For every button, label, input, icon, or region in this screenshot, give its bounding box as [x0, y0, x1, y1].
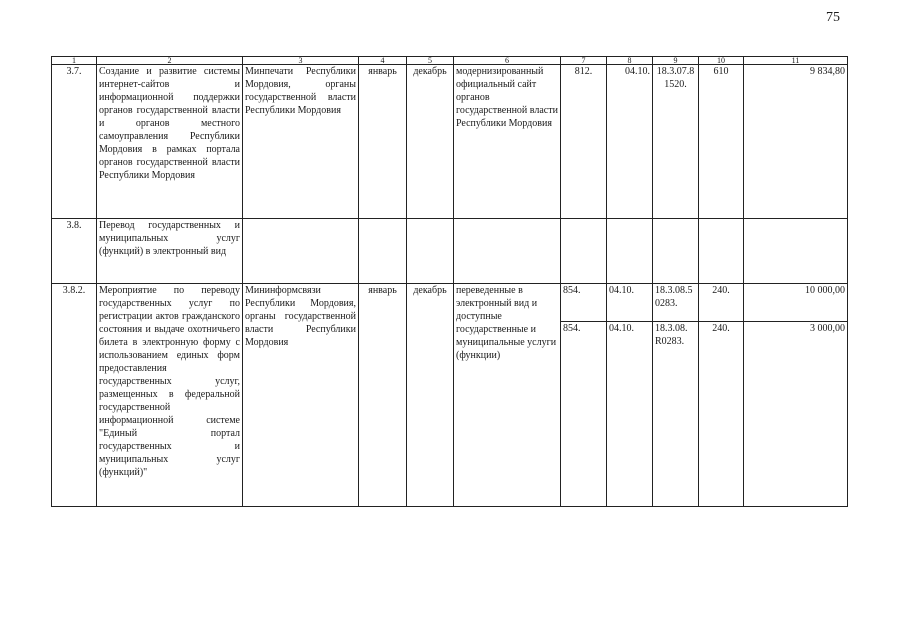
- col-number-4: 4: [359, 57, 407, 65]
- item-number: 3.7.: [52, 65, 97, 219]
- empty-cell: [359, 219, 407, 284]
- col-number-2: 2: [97, 57, 243, 65]
- item-code-7: 854.: [561, 322, 607, 507]
- column-number-row: [52, 57, 848, 65]
- item-end: декабрь: [407, 284, 454, 507]
- item-code-9: 18.3.08. R0283.: [653, 322, 699, 507]
- table-row: [52, 65, 848, 219]
- empty-cell: [699, 219, 744, 284]
- empty-cell: [607, 219, 653, 284]
- page-number: 75: [826, 10, 840, 25]
- col-number-8: 8: [607, 57, 653, 65]
- item-code-7: 812.: [561, 65, 607, 219]
- item-amount: 10 000,00: [744, 284, 848, 322]
- col-number-6: 6: [454, 57, 561, 65]
- item-code-10: 240.: [699, 284, 744, 322]
- col-number-11: 11: [744, 57, 848, 65]
- empty-cell: [744, 219, 848, 284]
- item-start: январь: [359, 65, 407, 219]
- table-row: [52, 284, 848, 322]
- item-code-8: 04.10.: [607, 322, 653, 507]
- item-code-9: 18.3.08.5 0283.: [653, 284, 699, 322]
- item-name: Создание и развитие системы интернет-сайтов и информационной поддержки органов государственной власти и органов местного самоуправления Республики Мордовия в рамках портала органов государственной власти Республики Мордовия: [97, 65, 243, 219]
- item-result: модернизированный официальный сайт органов государственной власти Республики Мордовия: [454, 65, 561, 219]
- item-name: Мероприятие по переводу государственных услуг по регистрации актов гражданского состояния и выдаче охотничьего билета в электронную форму с использованием единых форм предоставления государственных услуг, размещенных в федеральной государственной информационной системе "Единый портал государственных и муниципальных услуг (функций)": [97, 284, 243, 507]
- item-code-9: 18.3.07.8 1520.: [653, 65, 699, 219]
- item-code-10: 610: [699, 65, 744, 219]
- empty-cell: [407, 219, 454, 284]
- item-start: январь: [359, 284, 407, 507]
- item-executor: Минпечати Республики Мордовия, органы государственной власти Республики Мордовия: [243, 65, 359, 219]
- item-code-10: 240.: [699, 322, 744, 507]
- budget-table: [51, 56, 848, 507]
- col-number-3: 3: [243, 57, 359, 65]
- empty-cell: [454, 219, 561, 284]
- empty-cell: [243, 219, 359, 284]
- item-amount: 9 834,80: [744, 65, 848, 219]
- item-end: декабрь: [407, 65, 454, 219]
- item-code-7: 854.: [561, 284, 607, 322]
- item-code-8: 04.10.: [607, 284, 653, 322]
- item-executor: Мининформсвязи Республики Мордовия, органы государственной власти Республики Мордовия: [243, 284, 359, 507]
- item-number: 3.8.: [52, 219, 97, 284]
- item-name: Перевод государственных и муниципальных услуг (функций) в электронный вид: [97, 219, 243, 284]
- col-number-1: 1: [52, 57, 97, 65]
- col-number-5: 5: [407, 57, 454, 65]
- empty-cell: [561, 219, 607, 284]
- col-number-9: 9: [653, 57, 699, 65]
- item-amount: 3 000,00: [744, 322, 848, 507]
- col-number-10: 10: [699, 57, 744, 65]
- item-code-8: 04.10.: [607, 65, 653, 219]
- empty-cell: [653, 219, 699, 284]
- item-result: переведенные в электронный вид и доступные государственные и муниципальные услуги (функции): [454, 284, 561, 507]
- item-number: 3.8.2.: [52, 284, 97, 507]
- table-row: [52, 219, 848, 284]
- col-number-7: 7: [561, 57, 607, 65]
